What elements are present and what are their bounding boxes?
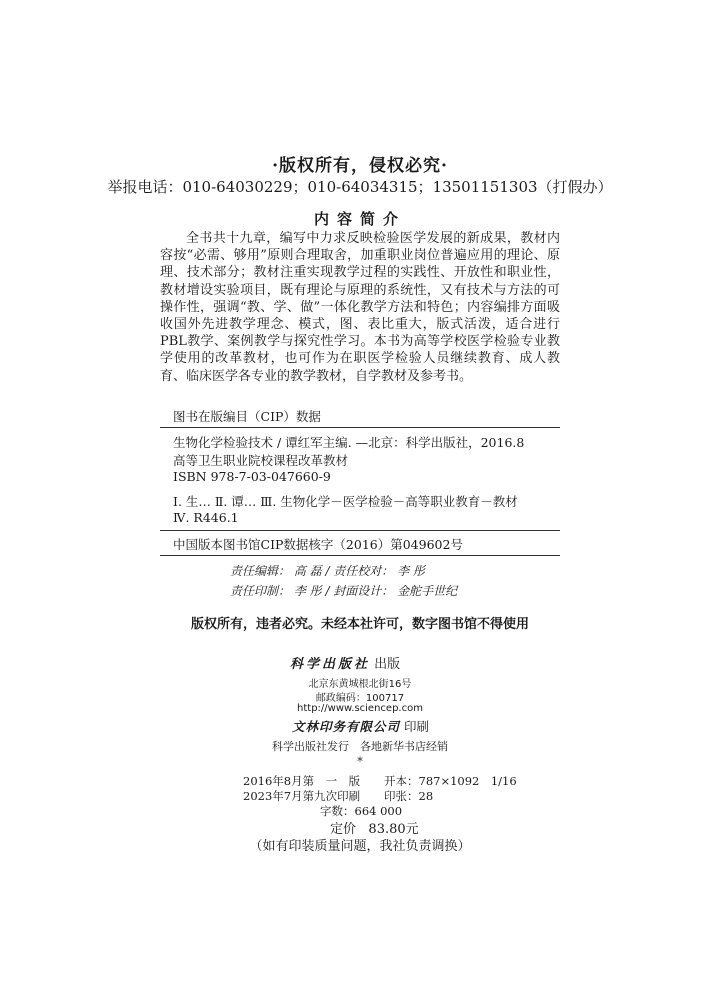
report-phone-line: 举报电话：010-64030229；010-64034315；13501151303（打假办） — [107, 178, 613, 196]
staff-editor-line: 责任编辑： 高 磊 / 责任校对： 李 彤 — [230, 564, 425, 578]
quality-note: （如有印装质量问题，我社负责调换） — [249, 839, 471, 854]
cip-bottom-rule — [160, 555, 560, 556]
price-label: 定价 — [330, 822, 357, 837]
publisher-line — [290, 653, 400, 672]
printer-line — [292, 717, 429, 735]
price-value: 83.80元 — [368, 822, 419, 837]
publisher-postcode: 邮政编码：100717 — [315, 693, 405, 704]
cip-title-line: 生物化学检验技术 / 谭红军主编. —北京：科学出版社，2016.8 — [173, 435, 525, 450]
rights-notice: 版权所有，违者必究。未经本社许可，数字图书馆不得使用 — [190, 617, 529, 632]
cip-classification-code: Ⅳ. R446.1 — [173, 510, 239, 525]
staff-printing-line: 责任印制： 李 彤 / 封面设计： 金舵手世纪 — [230, 584, 458, 598]
publisher-website: http://www.sciencep.com — [297, 703, 423, 714]
printer-action: 印刷 — [404, 719, 430, 734]
summary-body — [160, 230, 560, 385]
cip-classification-line: Ⅰ. 生… Ⅱ. 谭… Ⅲ. 生物化学－医学检验－高等职业教育－教材 — [173, 494, 518, 509]
cip-series-line: 高等卫生职业院校课程改革教材 — [173, 453, 349, 468]
format-line: 开本：787×1092 1/16 — [384, 774, 517, 788]
publisher-action: 出版 — [374, 657, 401, 672]
cip-isbn-line: ISBN 978-7-03-047660-9 — [173, 469, 331, 484]
copyright-title: ·版权所有，侵权必究· — [272, 156, 448, 176]
cip-heading: 图书在版编目（CIP）数据 — [173, 409, 321, 424]
cip-registry-line: 中国版本图书馆CIP数据核字（2016）第049602号 — [173, 537, 463, 552]
distribution-line: 科学出版社发行 各地新华书店经销 — [272, 740, 448, 753]
edition-line: 2016年8月第 一 版 — [243, 774, 361, 788]
summary-title: 内容简介 — [313, 210, 406, 228]
printing-line: 2023年7月第九次印刷 — [243, 789, 361, 803]
cip-middle-rule — [160, 530, 560, 531]
separator-star: * — [357, 755, 363, 768]
summary-paragraph: 全书共十九章，编写中力求反映检验医学发展的新成果，教材内容按“必需、够用”原则合理取舍，加重职业岗位普遍应用的理论、原理、技术部分；教材注重实现教学过程的实践性、开放性和职业性，教材增设实验项目，既有理论与原理的系统性，又有技术与方法的可操作性，强调“教、学、做”一体化教学方法和特色；内容编排方面吸收国外先进教学理念、模式，图、表比重大，版式活泼，适合进行PBL教学、案例教学与探究性学习。本书为高等学校医学检验专业教学使用的改革教材，也可作为在职医学检验人员继续教育、成人教育、临床医学各专业的教学教材，自学教材及参考书。 — [160, 231, 560, 384]
word-count-line: 字数：664 000 — [320, 804, 403, 818]
cip-top-rule — [160, 427, 560, 428]
publisher-name: 科学出版社 — [290, 657, 371, 672]
publisher-address: 北京东黄城根北街16号 — [308, 679, 412, 690]
printer-name: 文林印务有限公司 — [292, 719, 401, 734]
sheets-line: 印张：28 — [384, 789, 434, 803]
